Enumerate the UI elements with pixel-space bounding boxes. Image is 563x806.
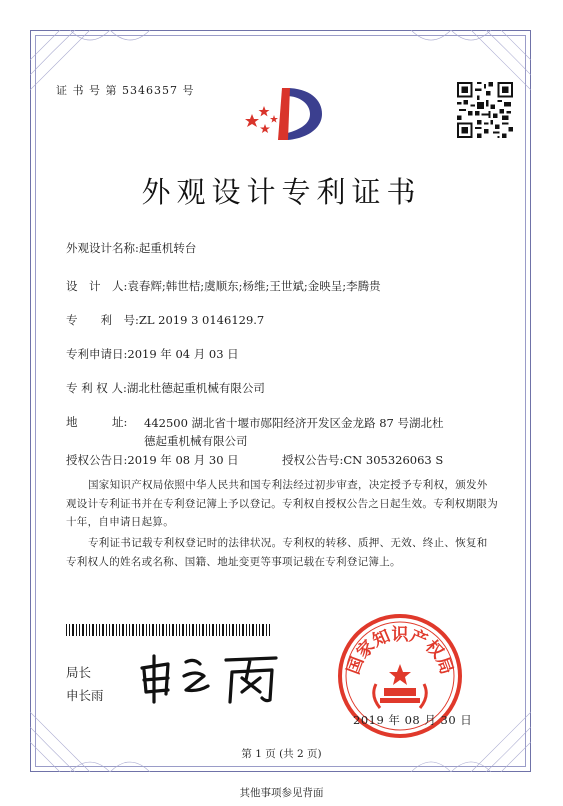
design-name-value: 起重机转台 <box>138 241 197 255</box>
handwritten-signature <box>134 650 284 706</box>
design-name-label: 外观设计名称: <box>66 241 139 255</box>
filing-date-value: 2019 年 04 月 03 日 <box>127 347 239 361</box>
patent-number-value: ZL 2019 3 0146129.7 <box>138 313 265 327</box>
cnipa-logo <box>238 84 328 142</box>
seal-text: 国家知识产权局 <box>343 625 457 678</box>
grant-number-row <box>282 452 443 468</box>
legal-status-paragraph: 专利证书记载专利权登记时的法律状况。专利权的转移、质押、无效、终止、恢复和专利权人的姓名或名称、国籍、地址变更等事项记载在专利登记簿上。 <box>66 537 488 568</box>
page-indicator: 第 1 页 (共 2 页) <box>241 748 322 760</box>
seal-date: 2019 年 08 月 30 日 <box>353 713 473 727</box>
designer-value: 袁春辉;韩世桔;虞顺东;杨维;王世斌;金映呈;李腾贵 <box>127 279 381 293</box>
certificate-number: 证 书 号 第 5346357 号 <box>56 84 195 97</box>
designer-label: 设 计 人: <box>66 279 128 293</box>
grant-number-label: 授权公告号: <box>282 453 344 467</box>
filing-date-row <box>66 346 239 362</box>
grant-date-row <box>66 452 239 468</box>
design-name-row <box>66 240 196 256</box>
patentee-label: 专 利 权 人: <box>66 381 127 395</box>
address-label: 地 址: <box>66 415 128 429</box>
grant-date-label: 授权公告日: <box>66 453 128 467</box>
grant-number-value: CN 305326063 S <box>343 453 444 467</box>
qr-code <box>457 82 513 138</box>
address-row <box>66 414 127 430</box>
document-title: 外观设计专利证书 <box>141 175 422 209</box>
patent-number-label: 专 利 号: <box>66 313 139 327</box>
address-value: 442500 湖北省十堰市郧阳经济开发区金龙路 87 号湖北杜德起重机械有限公司 <box>144 416 444 448</box>
grant-statement-paragraph: 国家知识产权局依照中华人民共和国专利法经过初步审查，决定授予专利权，颁发外观设计专利证书并在专利登记簿上予以登记。专利权自授权公告之日起生效。专利权期限为十年，自申请日起算。 <box>66 479 498 528</box>
signatory-name: 申长雨 <box>66 688 104 703</box>
barcode <box>66 624 272 636</box>
patentee-row <box>66 380 265 396</box>
grant-date-value: 2019 年 08 月 30 日 <box>127 453 239 467</box>
signatory-title: 局长 <box>66 665 92 680</box>
patent-number-row <box>66 312 264 328</box>
filing-date-label: 专利申请日: <box>66 347 128 361</box>
footer-note: 其他事项参见背面 <box>239 787 324 799</box>
patentee-value: 湖北杜德起重机械有限公司 <box>126 381 265 395</box>
designer-row <box>66 278 381 294</box>
